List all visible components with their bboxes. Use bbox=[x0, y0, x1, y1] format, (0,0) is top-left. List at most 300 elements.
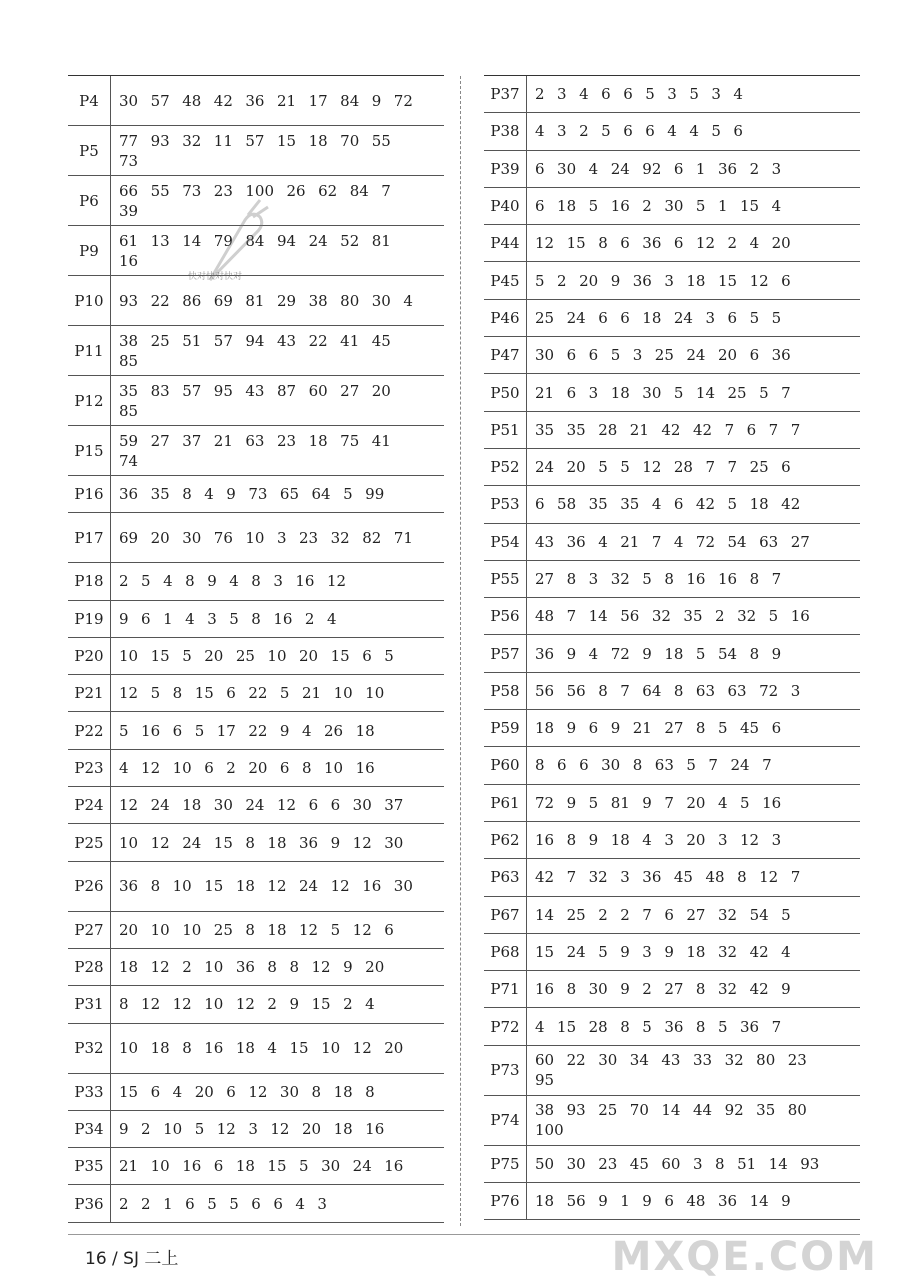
answer-value: 6 bbox=[535, 197, 545, 216]
answer-value: 20 bbox=[204, 647, 224, 666]
answer-row bbox=[68, 76, 444, 126]
answer-value: 18 bbox=[642, 308, 662, 327]
answer-values bbox=[527, 159, 845, 179]
answer-value: 36 bbox=[717, 1192, 738, 1211]
answer-value: 43 bbox=[535, 532, 555, 551]
answer-value: 7 bbox=[566, 868, 577, 887]
answer-value: 36 bbox=[566, 532, 586, 551]
answer-values bbox=[111, 721, 429, 741]
answer-value: 80 bbox=[340, 291, 360, 310]
answer-value: 16 bbox=[790, 607, 810, 626]
answer-value: 10 bbox=[163, 1120, 183, 1138]
answer-value: 24 bbox=[352, 1157, 372, 1176]
answer-value: 3 bbox=[317, 1194, 327, 1213]
right-answer-table bbox=[484, 75, 860, 1220]
answer-value: 27 bbox=[664, 980, 684, 999]
answer-value: 24 bbox=[308, 231, 328, 250]
answer-value: 37 bbox=[182, 431, 202, 450]
page-label: P16 bbox=[68, 476, 111, 512]
answer-value: 5 bbox=[330, 920, 341, 939]
answer-row bbox=[68, 986, 444, 1023]
answer-value: 100 bbox=[245, 181, 275, 200]
answer-value: 30 bbox=[642, 383, 662, 402]
answer-value: 9 bbox=[566, 719, 577, 738]
answer-value: 29 bbox=[276, 291, 297, 310]
answer-value: 3 bbox=[771, 159, 782, 178]
answer-value: 12 bbox=[276, 796, 297, 815]
answer-value: 62 bbox=[318, 181, 338, 200]
answer-value: 6 bbox=[749, 346, 760, 365]
answer-value: 12 bbox=[299, 920, 319, 939]
answer-value: 16 bbox=[686, 570, 706, 588]
answer-value: 12 bbox=[141, 758, 161, 777]
page-label: P19 bbox=[68, 601, 111, 637]
answer-value: 6 bbox=[557, 756, 567, 775]
answer-value: 7 bbox=[620, 681, 630, 700]
answer-value: 9 bbox=[119, 609, 129, 628]
answer-value: 15 bbox=[194, 684, 214, 703]
answer-values bbox=[111, 833, 429, 853]
answer-values bbox=[527, 345, 845, 365]
answer-row bbox=[484, 673, 860, 710]
answer-value: 9 bbox=[610, 719, 621, 738]
answer-value: 70 bbox=[340, 131, 360, 150]
answer-value: 36 bbox=[245, 91, 265, 110]
answer-value: 61 bbox=[119, 231, 139, 250]
answer-row bbox=[68, 949, 444, 986]
answer-row bbox=[484, 113, 860, 150]
answer-value: 100 bbox=[535, 1121, 564, 1140]
answer-value: 32 bbox=[588, 868, 608, 887]
answer-value: 23 bbox=[299, 528, 319, 547]
answer-value: 36 bbox=[119, 877, 139, 896]
answer-value: 9 bbox=[620, 942, 630, 961]
answer-value: 2 bbox=[535, 85, 545, 104]
answer-value: 30 bbox=[598, 1051, 618, 1070]
answer-value: 63 bbox=[245, 431, 265, 450]
answer-value: 80 bbox=[756, 1051, 776, 1070]
answer-value: 43 bbox=[245, 381, 265, 400]
answer-values bbox=[527, 979, 845, 999]
answer-value: 63 bbox=[759, 532, 779, 551]
answer-value: 8 bbox=[311, 1082, 322, 1101]
answer-value: 5 bbox=[279, 684, 290, 703]
answer-value: 45 bbox=[673, 868, 693, 887]
answer-values bbox=[527, 755, 845, 775]
answer-value: 5 bbox=[717, 719, 728, 738]
answer-value: 5 bbox=[768, 607, 779, 626]
answer-row bbox=[68, 513, 444, 563]
answer-value: 24 bbox=[566, 308, 586, 327]
answer-value: 5 bbox=[727, 495, 738, 514]
answer-value: 6 bbox=[673, 234, 684, 253]
page-label: P52 bbox=[484, 449, 527, 485]
answer-value: 48 bbox=[535, 607, 555, 626]
answer-value: 57 bbox=[182, 381, 202, 400]
answer-value: 7 bbox=[642, 905, 652, 924]
answer-value: 6 bbox=[172, 721, 183, 740]
answer-value: 30 bbox=[384, 833, 404, 852]
answer-value: 84 bbox=[245, 231, 265, 250]
answer-values bbox=[111, 231, 429, 271]
answer-value: 3 bbox=[771, 831, 782, 850]
answer-value: 28 bbox=[588, 1017, 608, 1036]
answer-value: 20 bbox=[194, 1082, 214, 1101]
answer-value: 6 bbox=[308, 796, 319, 815]
answer-value: 57 bbox=[150, 91, 170, 110]
answer-row bbox=[68, 126, 444, 176]
answer-value: 63 bbox=[654, 756, 674, 775]
answer-row bbox=[484, 524, 860, 561]
answer-row bbox=[484, 897, 860, 934]
answer-value: 3 bbox=[620, 868, 630, 887]
answer-value: 22 bbox=[248, 721, 268, 740]
answer-value: 36 bbox=[535, 644, 555, 663]
answer-value: 9 bbox=[610, 271, 621, 290]
answer-value: 12 bbox=[695, 234, 716, 253]
answer-value: 8 bbox=[598, 681, 608, 700]
answer-value: 32 bbox=[717, 905, 738, 924]
answer-value: 54 bbox=[717, 644, 738, 663]
answer-value: 13 bbox=[150, 231, 170, 250]
answer-value: 36 bbox=[664, 1017, 684, 1036]
answer-value: 16 bbox=[355, 758, 375, 777]
answer-value: 2 bbox=[642, 980, 652, 999]
answer-value: 43 bbox=[276, 331, 297, 350]
answer-value: 4 bbox=[204, 485, 214, 504]
answer-value: 18 bbox=[355, 721, 375, 740]
answer-value: 16 bbox=[365, 1120, 385, 1138]
answer-value: 5 bbox=[588, 197, 599, 216]
answer-value: 14 bbox=[661, 1101, 681, 1120]
answer-value: 42 bbox=[749, 980, 769, 999]
answer-value: 7 bbox=[768, 420, 779, 439]
answer-value: 39 bbox=[119, 201, 139, 220]
answer-value: 57 bbox=[245, 131, 265, 150]
page-label: P45 bbox=[484, 262, 527, 298]
answer-value: 3 bbox=[276, 528, 287, 547]
answer-value: 8 bbox=[566, 570, 577, 588]
answer-value: 8 bbox=[182, 485, 192, 504]
answer-value: 55 bbox=[150, 181, 170, 200]
answer-value: 6 bbox=[598, 308, 608, 327]
answer-value: 50 bbox=[535, 1154, 555, 1173]
answer-row bbox=[68, 862, 444, 912]
answer-value: 20 bbox=[299, 647, 319, 666]
answer-value: 27 bbox=[340, 381, 360, 400]
answer-value: 4 bbox=[301, 721, 312, 740]
answer-value: 8 bbox=[172, 684, 183, 703]
answer-value: 16 bbox=[535, 980, 555, 999]
answer-value: 12 bbox=[150, 958, 170, 977]
answer-value: 73 bbox=[182, 181, 202, 200]
answer-row bbox=[484, 822, 860, 859]
answer-value: 18 bbox=[267, 920, 287, 939]
answer-value: 2 bbox=[267, 995, 277, 1014]
answer-value: 6 bbox=[588, 346, 599, 365]
answer-value: 9 bbox=[620, 980, 630, 999]
answer-value: 8 bbox=[365, 1082, 375, 1101]
answer-value: 10 bbox=[245, 528, 265, 547]
answer-value: 41 bbox=[340, 331, 360, 350]
answer-value: 26 bbox=[286, 181, 306, 200]
answer-value: 2 bbox=[557, 271, 567, 290]
answer-value: 92 bbox=[724, 1101, 744, 1120]
answer-value: 9 bbox=[642, 644, 652, 663]
answer-value: 8 bbox=[267, 958, 277, 977]
answer-value: 18 bbox=[333, 1120, 353, 1138]
page-label: P61 bbox=[484, 785, 527, 821]
answer-value: 5 bbox=[610, 346, 621, 365]
answer-values bbox=[111, 876, 429, 896]
answer-value: 8 bbox=[251, 572, 261, 591]
answer-value: 27 bbox=[535, 570, 555, 588]
answer-value: 5 bbox=[771, 308, 782, 327]
answer-row bbox=[484, 934, 860, 971]
answer-values bbox=[111, 646, 429, 666]
answer-value: 3 bbox=[790, 681, 801, 700]
answer-row bbox=[484, 1183, 860, 1220]
answer-value: 14 bbox=[588, 607, 608, 626]
answer-value: 35 bbox=[756, 1101, 776, 1120]
answer-value: 14 bbox=[749, 1192, 769, 1211]
answer-value: 52 bbox=[340, 231, 360, 250]
answer-values bbox=[527, 1191, 845, 1211]
answer-value: 4 bbox=[326, 609, 337, 628]
answer-value: 4 bbox=[588, 159, 599, 178]
watermark: MXQE.COM bbox=[611, 1234, 878, 1280]
answer-value: 32 bbox=[724, 1051, 744, 1070]
answer-value: 6 bbox=[566, 346, 577, 365]
answer-value: 7 bbox=[566, 607, 577, 626]
answer-value: 42 bbox=[535, 868, 555, 887]
answer-value: 3 bbox=[717, 831, 728, 850]
answer-row bbox=[484, 1008, 860, 1045]
answer-value: 36 bbox=[299, 833, 319, 852]
answer-row bbox=[484, 1096, 860, 1146]
answer-value: 5 bbox=[588, 793, 599, 812]
answer-value: 16 bbox=[141, 721, 161, 740]
answer-value: 77 bbox=[119, 131, 139, 150]
answer-value: 12 bbox=[352, 833, 372, 852]
answer-value: 16 bbox=[362, 877, 382, 896]
answer-value: 6 bbox=[251, 1194, 261, 1213]
answer-value: 6 bbox=[781, 271, 791, 290]
answer-value: 10 bbox=[182, 920, 202, 939]
answer-value: 87 bbox=[276, 381, 297, 400]
answer-value: 93 bbox=[566, 1101, 586, 1120]
answer-value: 20 bbox=[579, 271, 599, 290]
answer-value: 56 bbox=[535, 681, 555, 700]
answer-value: 71 bbox=[393, 528, 413, 547]
answer-value: 18 bbox=[150, 1039, 170, 1058]
answer-value: 30 bbox=[321, 1157, 341, 1176]
answer-value: 4 bbox=[588, 644, 599, 663]
answer-row bbox=[484, 971, 860, 1008]
answer-value: 42 bbox=[661, 420, 681, 439]
answer-values bbox=[527, 233, 845, 253]
answer-value: 21 bbox=[301, 684, 322, 703]
answer-value: 3 bbox=[588, 383, 599, 402]
answer-value: 48 bbox=[686, 1192, 706, 1211]
answer-value: 4 bbox=[163, 572, 173, 591]
answer-value: 15 bbox=[717, 271, 738, 290]
answer-values bbox=[527, 718, 845, 738]
answer-value: 24 bbox=[673, 308, 693, 327]
answer-value: 10 bbox=[365, 684, 385, 703]
answer-value: 64 bbox=[642, 681, 662, 700]
answer-value: 80 bbox=[787, 1101, 807, 1120]
answer-value: 24 bbox=[182, 833, 202, 852]
page-label: P18 bbox=[68, 563, 111, 599]
answer-row bbox=[484, 859, 860, 896]
answer-value: 9 bbox=[226, 485, 236, 504]
answer-value: 2 bbox=[141, 1120, 151, 1138]
answer-value: 8 bbox=[749, 570, 760, 588]
answer-values bbox=[527, 532, 845, 552]
answer-value: 24 bbox=[245, 796, 265, 815]
answer-value: 4 bbox=[651, 495, 662, 514]
page-label: P37 bbox=[484, 76, 527, 112]
answer-value: 3 bbox=[273, 572, 283, 591]
answer-value: 5 bbox=[207, 1194, 217, 1213]
answer-value: 16 bbox=[610, 197, 630, 216]
page-label: P58 bbox=[484, 673, 527, 709]
answer-value: 23 bbox=[213, 181, 233, 200]
answer-value: 8 bbox=[566, 980, 577, 999]
answer-value: 25 bbox=[150, 331, 170, 350]
answer-value: 2 bbox=[304, 609, 315, 628]
answer-value: 15 bbox=[289, 1039, 309, 1058]
answer-values bbox=[527, 420, 845, 440]
answer-value: 2 bbox=[182, 958, 192, 977]
answer-value: 5 bbox=[642, 570, 652, 588]
answer-value: 5 bbox=[194, 721, 205, 740]
answer-value: 25 bbox=[654, 346, 674, 365]
page-footer: 16 / SJ 二上 bbox=[85, 1249, 179, 1269]
answer-value: 10 bbox=[324, 758, 344, 777]
answer-row bbox=[68, 1148, 444, 1185]
answer-value: 57 bbox=[213, 331, 233, 350]
answer-value: 8 bbox=[150, 877, 161, 896]
answer-value: 8 bbox=[749, 644, 760, 663]
answer-value: 16 bbox=[535, 831, 555, 850]
answer-value: 18 bbox=[610, 383, 630, 402]
answer-value: 5 bbox=[759, 383, 769, 402]
answer-value: 12 bbox=[326, 572, 347, 591]
answer-value: 4 bbox=[295, 1194, 305, 1213]
answer-value: 70 bbox=[629, 1101, 649, 1120]
answer-value: 6 bbox=[771, 719, 782, 738]
answer-values bbox=[527, 905, 845, 925]
answer-value: 30 bbox=[182, 528, 202, 547]
answer-value: 20 bbox=[248, 758, 268, 777]
answer-value: 8 bbox=[695, 980, 706, 999]
answer-value: 5 bbox=[119, 721, 129, 740]
answer-value: 20 bbox=[566, 458, 586, 477]
answer-value: 95 bbox=[535, 1071, 555, 1090]
answer-value: 20 bbox=[771, 234, 791, 253]
answer-value: 9 bbox=[642, 1192, 652, 1211]
answer-value: 2 bbox=[119, 572, 129, 591]
answer-value: 6 bbox=[620, 234, 630, 253]
answer-value: 12 bbox=[172, 995, 192, 1014]
page-label: P12 bbox=[68, 376, 111, 425]
answer-value: 18 bbox=[119, 958, 139, 977]
answer-value: 9 bbox=[664, 942, 674, 961]
answer-value: 9 bbox=[279, 721, 290, 740]
answer-value: 30 bbox=[371, 291, 391, 310]
answer-value: 12 bbox=[150, 833, 170, 852]
page-label: P35 bbox=[68, 1148, 111, 1184]
answer-value: 4 bbox=[667, 122, 677, 141]
answer-value: 8 bbox=[566, 831, 577, 850]
answer-value: 63 bbox=[727, 681, 747, 700]
answer-value: 1 bbox=[695, 159, 706, 178]
page-label: P62 bbox=[484, 822, 527, 858]
answer-value: 20 bbox=[365, 958, 385, 977]
page-label: P22 bbox=[68, 712, 111, 748]
answer-value: 9 bbox=[781, 1192, 791, 1211]
answer-value: 15 bbox=[535, 942, 555, 961]
answer-value: 35 bbox=[119, 381, 139, 400]
answer-value: 2 bbox=[749, 159, 760, 178]
answer-values bbox=[111, 431, 429, 471]
answer-value: 56 bbox=[566, 681, 586, 700]
page-label: P60 bbox=[484, 747, 527, 783]
answer-value: 36 bbox=[642, 234, 662, 253]
answer-value: 60 bbox=[308, 381, 328, 400]
answer-value: 32 bbox=[182, 131, 202, 150]
answer-values bbox=[527, 606, 845, 626]
answer-value: 2 bbox=[119, 1194, 129, 1213]
answer-value: 6 bbox=[664, 905, 674, 924]
answer-value: 12 bbox=[216, 1120, 236, 1138]
answer-value: 3 bbox=[664, 831, 674, 850]
answer-value: 7 bbox=[381, 181, 391, 200]
answer-value: 2 bbox=[642, 197, 652, 216]
answer-value: 12 bbox=[119, 684, 139, 703]
answer-value: 18 bbox=[686, 942, 706, 961]
answer-value: 6 bbox=[204, 758, 214, 777]
answer-value: 15 bbox=[204, 877, 224, 896]
answer-value: 14 bbox=[768, 1154, 788, 1173]
answer-value: 7 bbox=[727, 458, 738, 477]
answer-value: 10 bbox=[172, 758, 192, 777]
answer-value: 4 bbox=[172, 1082, 183, 1101]
answer-value: 82 bbox=[362, 528, 382, 547]
answer-value: 14 bbox=[182, 231, 202, 250]
answer-value: 35 bbox=[150, 485, 170, 504]
answer-value: 20 bbox=[384, 1039, 404, 1058]
answer-value: 18 bbox=[557, 197, 577, 216]
answer-row bbox=[68, 1074, 444, 1111]
answer-value: 85 bbox=[119, 351, 139, 370]
answer-value: 99 bbox=[365, 485, 385, 504]
answer-value: 4 bbox=[119, 758, 129, 777]
answer-row bbox=[68, 426, 444, 476]
answer-value: 63 bbox=[695, 681, 716, 700]
answer-value: 5 bbox=[150, 684, 161, 703]
answer-value: 4 bbox=[365, 995, 375, 1014]
answer-value: 20 bbox=[150, 528, 170, 547]
answer-value: 51 bbox=[737, 1154, 757, 1173]
answer-value: 25 bbox=[535, 308, 555, 327]
answer-value: 38 bbox=[308, 291, 328, 310]
answer-value: 36 bbox=[632, 271, 652, 290]
answer-value: 42 bbox=[749, 942, 769, 961]
answer-value: 18 bbox=[664, 644, 684, 663]
